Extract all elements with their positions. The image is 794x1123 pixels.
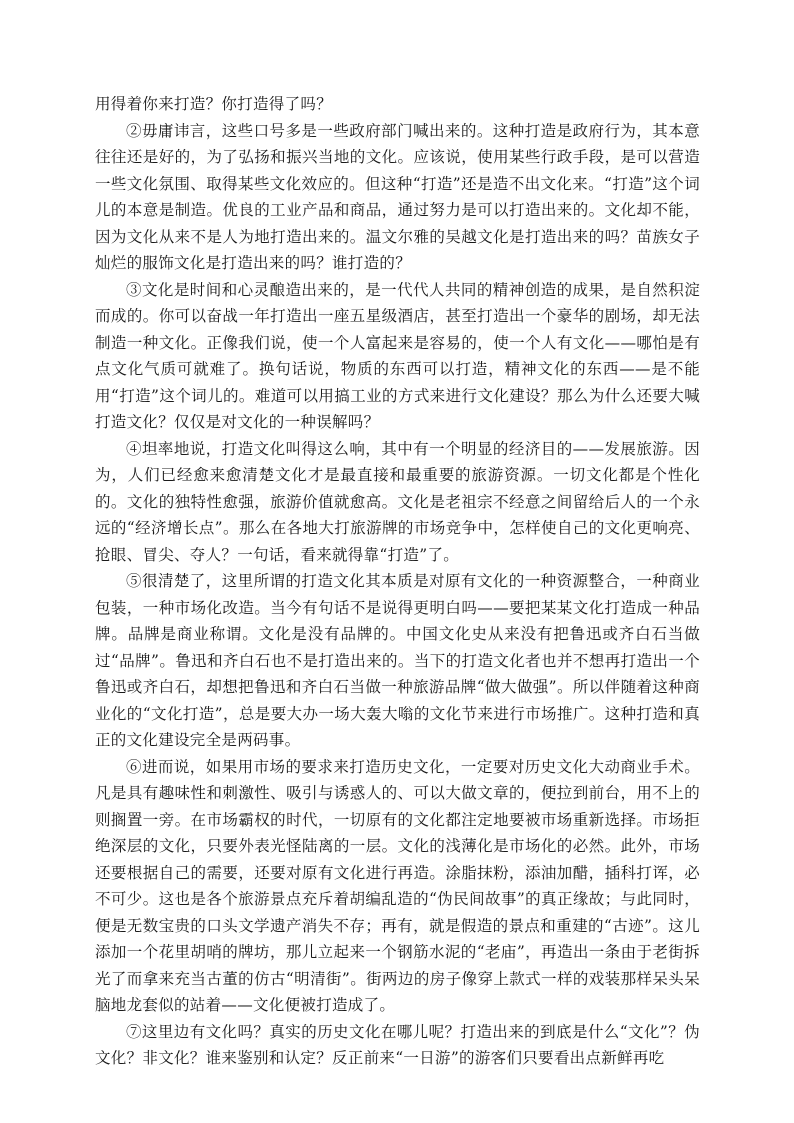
paragraph-5: ⑤很清楚了，这里所谓的打造文化其本质是对原有文化的一种资源整合，一种商业包装，一种市场化改造。当今有句话不是说得更明白吗——要把某某文化打造成一种品牌。品牌是商业称谓。文化是没有品牌的。中国文化史从来没有把鲁迅或齐白石当做过“品牌”。鲁迅和齐白石也不是打造出来的。当下的打造文化者也并不想再打造出一个鲁迅或齐白石，却想把鲁迅和齐白石当做一种旅游品牌“做大做强”。所以伴随着这种商业化的“文化打造”，总是要大办一场大轰大嗡的文化节来进行市场推广。这种打造和真正的文化建设完全是两码事。 <box>95 572 700 749</box>
article-body <box>95 91 700 1072</box>
paragraph-6: ⑥进而说，如果用市场的要求来打造历史文化，一定要对历史文化大动商业手术。凡是具有趣味性和刺激性、吸引与诱惑人的、可以大做文章的，便拉到前台，用不上的则搁置一旁。在市场霸权的时代，一切原有的文化都注定地要被市场重新选择。市场拒绝深层的文化，只要外表光怪陆离的一层。文化的浅薄化是市场化的必然。此外，市场还要根据自己的需要，还要对原有文化进行再造。涂脂抹粉，添油加醋，插科打诨，必不可少。这也是各个旅游景点充斥着胡编乱造的“伪民间故事”的真正缘故；与此同时，便是无数宝贵的口头文学遗产消失不存；再有，就是假造的景点和重建的“古迹”。这儿添加一个花里胡哨的牌坊，那儿立起来一个钢筋水泥的“老庙”，再造出一条由于老街拆光了而拿来充当古董的仿古“明清街”。街两边的房子像穿上款式一样的戏装那样呆头呆脑地龙套似的站着——文化便被打造成了。 <box>95 757 700 1014</box>
paragraph-2: ②毋庸讳言，这些口号多是一些政府部门喊出来的。这种打造是政府行为，其本意往往还是好的，为了弘扬和振兴当地的文化。应该说，使用某些行政手段，是可以营造一些文化氛围、取得某些文化效应的。但这种“打造”还是造不出文化来。“打造”这个词儿的本意是制造。优良的工业产品和商品，通过努力是可以打造出来的。文化却不能，因为文化从来不是人为地打造出来的。温文尔雅的吴越文化是打造出来的吗？苗族女子灿烂的服饰文化是打造出来的吗？谁打造的？ <box>95 121 700 272</box>
paragraph-3: ③文化是时间和心灵酿造出来的，是一代代人共同的精神创造的成果，是自然积淀而成的。你可以奋战一年打造出一座五星级酒店，甚至打造出一个豪华的剧场，却无法制造一种文化。正像我们说，使一个人富起来是容易的，使一个人有文化——哪怕是有点文化气质可就难了。换句话说，物质的东西可以打造，精神文化的东西——是不能用“打造”这个词儿的。难道可以用搞工业的方式来进行文化建设？那么为什么还要大喊打造文化？仅仅是对文化的一种误解吗？ <box>95 280 700 431</box>
paragraph-7: ⑦这里边有文化吗？真实的历史文化在哪儿呢？打造出来的到底是什么“文化”？伪文化？非文化？谁来鉴别和认定？反正前来“一日游”的游客们只要看出点新鲜再吃 <box>95 1022 700 1067</box>
paragraph-4: ④坦率地说，打造文化叫得这么响，其中有一个明显的经济目的——发展旅游。因为，人们已经愈来愈清楚文化才是最直接和最重要的旅游资源。一切文化都是个性化的。文化的独特性愈强，旅游价值就愈高。文化是老祖宗不经意之间留给后人的一个永远的“经济增长点”。那么在各地大打旅游牌的市场竞争中，怎样使自己的文化更响亮、抢眼、冒尖、夺人？一句话，看来就得靠“打造”了。 <box>95 439 700 564</box>
paragraph-continuation: 用得着你来打造？你打造得了吗？ <box>95 95 333 113</box>
